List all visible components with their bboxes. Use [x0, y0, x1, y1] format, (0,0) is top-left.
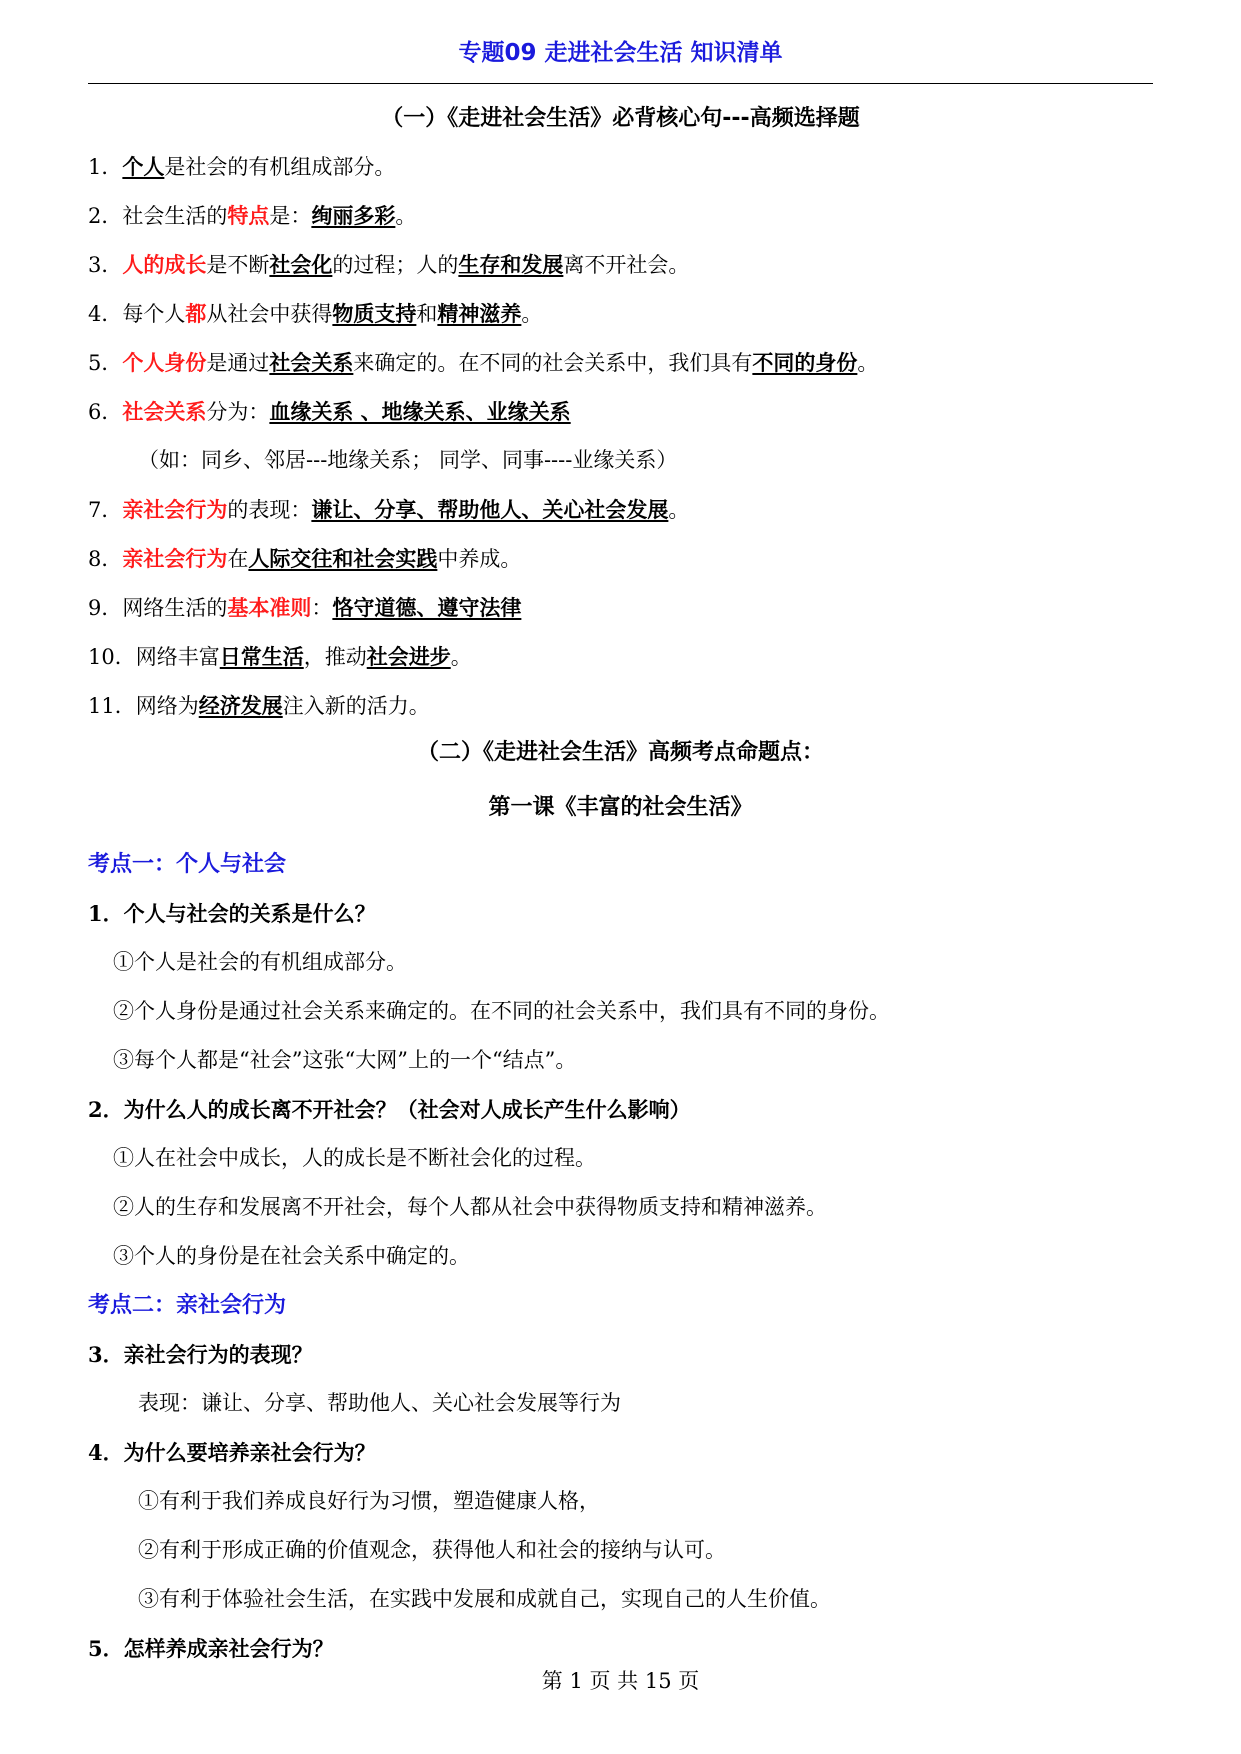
item-number: 2．	[88, 204, 123, 228]
red-keyword: 基本准则	[227, 595, 312, 620]
q1-answer-1: ①个人是社会的有机组成部分。	[113, 950, 407, 974]
item-text: 每个人	[122, 302, 186, 326]
core-item-11	[88, 681, 1153, 730]
q4-answer-3: ③有利于体验社会生活，在实践中发展和成就自己，实现自己的人生价值。	[138, 1587, 831, 1611]
item-text: 。	[857, 351, 879, 375]
red-keyword: 亲社会行为	[122, 546, 228, 571]
item-text: ：	[311, 596, 333, 620]
item-text: 是社会的有机组成部分。	[164, 155, 396, 179]
core-item-2	[88, 191, 1153, 240]
q2-answer-2: ②人的生存和发展离不开社会，每个人都从社会中获得物质支持和精神滋养。	[113, 1195, 827, 1219]
page-number-footer: 第 1 页 共 15 页	[541, 1669, 700, 1693]
item-text: 。	[521, 302, 543, 326]
item-number: 10．	[88, 645, 136, 669]
core-item-3	[88, 240, 1153, 289]
exam-point-2-heading: 考点二：亲社会行为	[88, 1293, 287, 1318]
question-3: 3．亲社会行为的表现？	[88, 1342, 313, 1367]
question-5: 5．怎样养成亲社会行为？	[88, 1636, 334, 1661]
red-keyword: 都	[185, 301, 207, 326]
item-text: 来确定的。在不同的社会关系中，我们具有	[353, 351, 753, 375]
core-item-5	[88, 338, 1153, 387]
red-keyword: 个人身份	[122, 350, 207, 375]
core-item-9	[88, 583, 1153, 632]
underlined-keyword: 恪守道德、遵守法律	[332, 595, 522, 620]
item-text: 网络生活的	[122, 596, 228, 620]
item-text: 的过程；人的	[332, 253, 459, 277]
item-text: 网络为	[135, 694, 199, 718]
core-item-8	[88, 534, 1153, 583]
underlined-keyword: 个人	[122, 154, 165, 179]
item-number: 1．	[88, 155, 123, 179]
item-text: 。	[395, 204, 417, 228]
item-text: 从社会中获得	[206, 302, 333, 326]
item-text: 注入新的活力。	[282, 694, 430, 718]
item-text: ，推动	[303, 645, 367, 669]
underlined-keyword: 社会进步	[366, 644, 451, 669]
item-text: 是通过	[206, 351, 270, 375]
underlined-keyword: 经济发展	[198, 693, 283, 718]
underlined-keyword: 物质支持	[332, 301, 417, 326]
header-divider	[88, 83, 1153, 84]
underlined-keyword: 社会关系	[269, 350, 354, 375]
red-keyword: 特点	[227, 203, 270, 228]
item-number: 6．	[88, 400, 123, 424]
item-number: 7．	[88, 498, 123, 522]
question-1: 1．个人与社会的关系是什么？	[88, 901, 376, 926]
section2-title: （二）《走进社会生活》高频考点命题点：	[416, 740, 824, 765]
underlined-keyword: 生存和发展	[458, 252, 564, 277]
red-keyword: 亲社会行为	[122, 497, 228, 522]
item-text: 分为：	[206, 400, 270, 424]
item-text: 离不开社会。	[563, 253, 690, 277]
page-header-title: 专题09 走进社会生活 知识清单	[458, 40, 783, 66]
underlined-keyword: 谦让、分享、帮助他人、关心社会发展	[311, 497, 669, 522]
item-text: 和	[416, 302, 438, 326]
q4-answer-2: ②有利于形成正确的价值观念，获得他人和社会的接纳与认可。	[138, 1538, 726, 1562]
lesson-title: 第一课《丰富的社会生活》	[488, 795, 753, 820]
item-text: 网络丰富	[135, 645, 220, 669]
page-content	[88, 96, 1153, 1673]
item-number: 4．	[88, 302, 123, 326]
underlined-keyword: 日常生活	[219, 644, 304, 669]
item-text: 是不断	[206, 253, 270, 277]
item-number: 5．	[88, 351, 123, 375]
item-text: 中养成。	[437, 547, 522, 571]
item-text: 。	[668, 498, 690, 522]
section1-title: （一）《走进社会生活》必背核心句---高频选择题	[381, 106, 860, 131]
question-4: 4．为什么要培养亲社会行为？	[88, 1440, 376, 1465]
item-number: 3．	[88, 253, 123, 277]
exam-point-1-heading: 考点一：个人与社会	[88, 852, 287, 877]
underlined-keyword: 精神滋养	[437, 301, 522, 326]
underlined-keyword: 血缘关系 、地缘关系、业缘关系	[269, 399, 571, 424]
core-item-4	[88, 289, 1153, 338]
core-item-6-note: （如：同乡、邻居---地缘关系； 同学、同事----业缘关系）	[138, 448, 678, 472]
underlined-keyword: 绚丽多彩	[311, 203, 396, 228]
q2-answer-1: ①人在社会中成长，人的成长是不断社会化的过程。	[113, 1146, 596, 1170]
q2-answer-3: ③个人的身份是在社会关系中确定的。	[113, 1244, 470, 1268]
item-number: 9．	[88, 596, 123, 620]
q4-answer-1: ①有利于我们养成良好行为习惯，塑造健康人格，	[138, 1489, 600, 1513]
core-item-1	[88, 142, 1153, 191]
item-text: 的表现：	[227, 498, 312, 522]
core-item-10	[88, 632, 1153, 681]
q1-answer-2: ②个人身份是通过社会关系来确定的。在不同的社会关系中，我们具有不同的身份。	[113, 999, 890, 1023]
q1-answer-3: ③每个人都是“社会”这张“大网”上的一个“结点”。	[113, 1048, 577, 1072]
core-item-7	[88, 485, 1153, 534]
item-text: 。	[450, 645, 472, 669]
underlined-keyword: 人际交往和社会实践	[248, 546, 438, 571]
item-text: 社会生活的	[122, 204, 228, 228]
underlined-keyword: 社会化	[269, 252, 333, 277]
q3-answer: 表现：谦让、分享、帮助他人、关心社会发展等行为	[138, 1391, 621, 1415]
item-text: 在	[227, 547, 249, 571]
core-item-6	[88, 387, 1153, 436]
question-2: 2．为什么人的成长离不开社会？（社会对人成长产生什么影响）	[88, 1097, 691, 1122]
red-keyword: 社会关系	[122, 399, 207, 424]
item-number: 11．	[88, 694, 136, 718]
red-keyword: 人的成长	[122, 252, 207, 277]
item-text: 是：	[269, 204, 312, 228]
underlined-keyword: 不同的身份	[752, 350, 858, 375]
item-number: 8．	[88, 547, 123, 571]
